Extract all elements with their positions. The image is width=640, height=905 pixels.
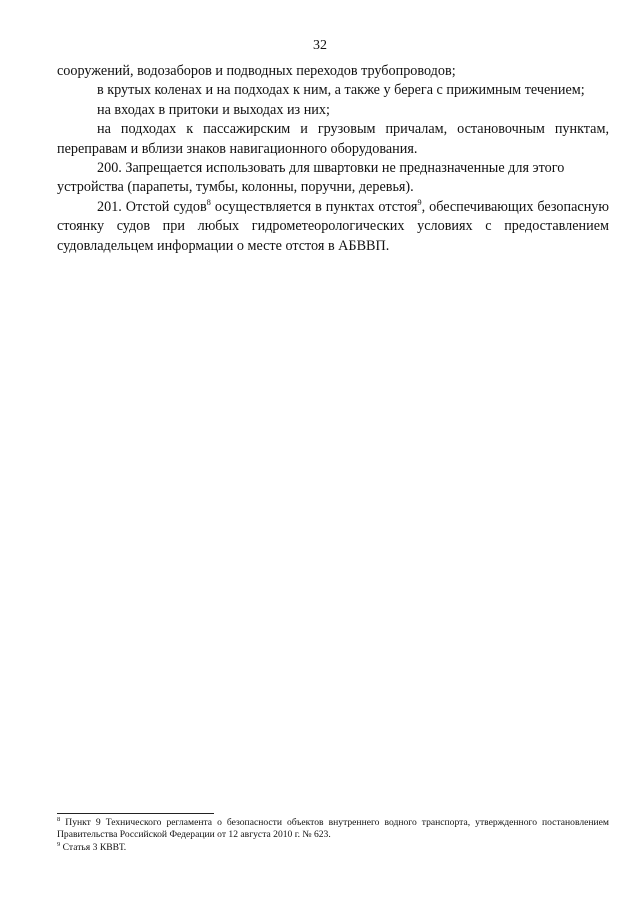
paragraph-201-text-1: 201. Отстой судов (97, 198, 207, 215)
footnote-8 (57, 817, 609, 842)
paragraph-201-text-2: осуществляется в пунктах отстоя (210, 198, 418, 215)
footnote-text: Пункт 9 Технического регламента о безопасности объектов внутреннего водного транспорта, утвержденного постановлением Правительства Российской Федерации от 12 августа 2010 г. № 623. (57, 817, 609, 841)
footnote-9 (57, 842, 609, 854)
footnotes-section (57, 817, 609, 854)
paragraph-bends: в крутых коленах и на подходах к ним, а также у берега с прижимным течением; (97, 82, 585, 99)
paragraph-tributaries: на входах в притоки и выходах из них; (97, 101, 330, 118)
footnote-marker: 8 (57, 816, 61, 823)
paragraph-structures: сооружений, водозаборов и подводных переходов трубопроводов; (57, 63, 456, 79)
page-number: 32 (313, 38, 327, 53)
document-body (57, 62, 609, 256)
paragraph-200: 200. Запрещается использовать для швартовки не предназначенные для этого устройства (парапеты, тумбы, колонны, поручни, деревья). (57, 160, 565, 196)
footnote-text: Статья 3 КВВТ. (60, 841, 127, 853)
paragraph-201 (57, 198, 609, 256)
paragraph-piers: на подходах к пассажирским и грузовым причалам, остановочным пунктам, переправам и вблизи знаков навигационного оборудования. (57, 121, 609, 157)
footnote-ref-8[interactable]: 8 (206, 196, 211, 207)
footnote-divider (57, 813, 214, 814)
paragraph-201-text-3: , обеспечивающих безопасную стоянку судов при любых гидрометеорологических условиях с предоставлением судовладельцем информации о месте отстоя в АБВВП. (57, 198, 609, 254)
footnote-marker: 9 (57, 840, 61, 848)
footnote-ref-9[interactable]: 9 (417, 196, 422, 207)
